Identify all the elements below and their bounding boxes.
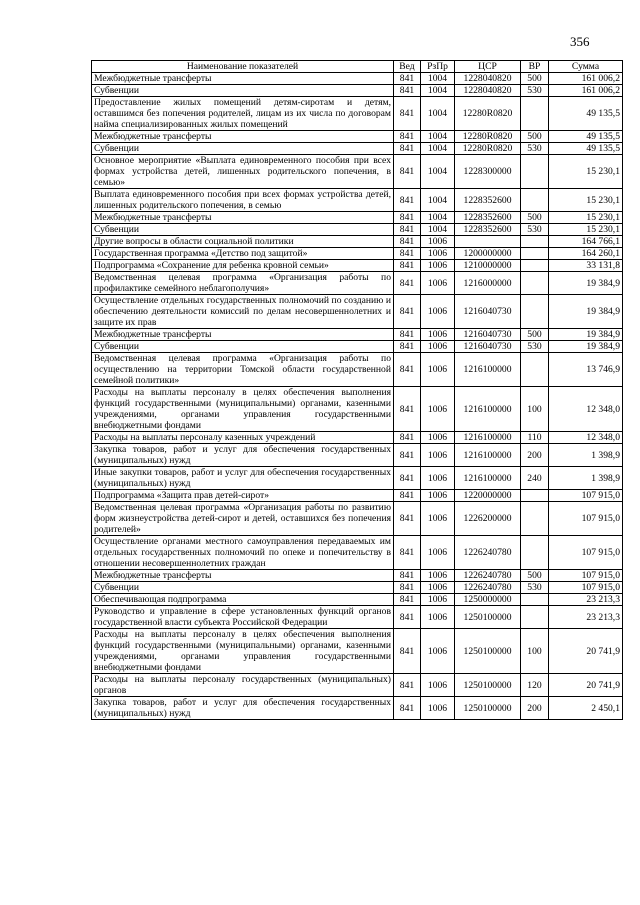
row-csr: 1226240780 <box>455 536 521 570</box>
header-csr: ЦСР <box>455 61 521 73</box>
row-name: Обеспечивающая подпрограмма <box>92 594 394 606</box>
row-ved: 841 <box>394 248 421 260</box>
row-sum: 2 450,1 <box>549 697 623 720</box>
header-name: Наименование показателей <box>92 61 394 73</box>
row-csr <box>455 236 521 248</box>
row-csr: 1216100000 <box>455 387 521 432</box>
row-rzpr: 1006 <box>421 582 455 594</box>
row-name: Субвенции <box>92 85 394 97</box>
row-name: Межбюджетные трансферты <box>92 329 394 341</box>
row-sum: 1 398,9 <box>549 444 623 467</box>
row-ved: 841 <box>394 97 421 131</box>
row-rzpr: 1006 <box>421 674 455 697</box>
row-csr: 1250100000 <box>455 629 521 674</box>
row-name: Ведомственная целевая программа «Организация работы по профилактике семейного неблагополучия» <box>92 272 394 295</box>
row-name: Расходы на выплаты персоналу в целях обеспечения выполнения функций государственными (муниципальными) органами, казенными учреждениями, органами управления государственными внебюджетными фондами <box>92 629 394 674</box>
row-csr: 1210000000 <box>455 260 521 272</box>
row-name: Субвенции <box>92 224 394 236</box>
row-ved: 841 <box>394 629 421 674</box>
row-name: Осуществление отдельных государственных полномочий по созданию и обеспечению деятельности комиссий по делам несовершеннолетних и защите их прав <box>92 295 394 329</box>
row-csr: 1216100000 <box>455 353 521 387</box>
row-csr: 1228300000 <box>455 155 521 189</box>
table-row <box>92 272 623 295</box>
row-name: Подпрограмма «Защита прав детей-сирот» <box>92 490 394 502</box>
row-vr <box>521 236 549 248</box>
table-row <box>92 387 623 432</box>
row-rzpr: 1004 <box>421 73 455 85</box>
row-vr: 200 <box>521 444 549 467</box>
row-ved: 841 <box>394 329 421 341</box>
row-vr: 500 <box>521 212 549 224</box>
row-rzpr: 1006 <box>421 594 455 606</box>
row-rzpr: 1006 <box>421 570 455 582</box>
table-row <box>92 341 623 353</box>
row-csr: 1226240780 <box>455 582 521 594</box>
row-rzpr: 1006 <box>421 536 455 570</box>
row-ved: 841 <box>394 502 421 536</box>
row-sum: 164 260,1 <box>549 248 623 260</box>
row-vr: 200 <box>521 697 549 720</box>
row-vr <box>521 295 549 329</box>
row-vr <box>521 353 549 387</box>
table-row <box>92 444 623 467</box>
row-rzpr: 1004 <box>421 143 455 155</box>
row-rzpr: 1006 <box>421 697 455 720</box>
row-ved: 841 <box>394 212 421 224</box>
row-ved: 841 <box>394 570 421 582</box>
row-csr: 1216100000 <box>455 432 521 444</box>
table-row <box>92 432 623 444</box>
header-ved: Вед <box>394 61 421 73</box>
table-row <box>92 260 623 272</box>
row-sum: 23 213,3 <box>549 594 623 606</box>
row-sum: 1 398,9 <box>549 467 623 490</box>
row-name: Другие вопросы в области социальной политики <box>92 236 394 248</box>
row-csr: 1226200000 <box>455 502 521 536</box>
row-sum: 33 131,8 <box>549 260 623 272</box>
row-vr: 500 <box>521 73 549 85</box>
table-row <box>92 329 623 341</box>
row-name: Расходы на выплаты персоналу казенных учреждений <box>92 432 394 444</box>
row-rzpr: 1006 <box>421 387 455 432</box>
row-name: Субвенции <box>92 582 394 594</box>
row-ved: 841 <box>394 594 421 606</box>
row-rzpr: 1006 <box>421 236 455 248</box>
row-csr: 1250100000 <box>455 674 521 697</box>
row-name: Закупка товаров, работ и услуг для обеспечения государственных (муниципальных) нужд <box>92 444 394 467</box>
row-csr: 1250000000 <box>455 594 521 606</box>
row-name: Государственная программа «Детство под защитой» <box>92 248 394 260</box>
row-vr <box>521 594 549 606</box>
table-row <box>92 73 623 85</box>
row-rzpr: 1004 <box>421 224 455 236</box>
table-row <box>92 594 623 606</box>
row-rzpr: 1006 <box>421 444 455 467</box>
row-sum: 19 384,9 <box>549 272 623 295</box>
table-row <box>92 212 623 224</box>
row-rzpr: 1006 <box>421 295 455 329</box>
table-row <box>92 570 623 582</box>
row-csr: 12280R0820 <box>455 97 521 131</box>
row-sum: 19 384,9 <box>549 341 623 353</box>
row-rzpr: 1006 <box>421 329 455 341</box>
row-name: Межбюджетные трансферты <box>92 131 394 143</box>
row-rzpr: 1006 <box>421 272 455 295</box>
table-row <box>92 536 623 570</box>
row-csr: 1216040730 <box>455 295 521 329</box>
row-rzpr: 1006 <box>421 341 455 353</box>
row-ved: 841 <box>394 353 421 387</box>
row-ved: 841 <box>394 131 421 143</box>
row-ved: 841 <box>394 606 421 629</box>
row-sum: 164 766,1 <box>549 236 623 248</box>
row-vr <box>521 536 549 570</box>
row-sum: 20 741,9 <box>549 629 623 674</box>
row-name: Субвенции <box>92 143 394 155</box>
row-sum: 20 741,9 <box>549 674 623 697</box>
row-sum: 12 348,0 <box>549 432 623 444</box>
table-row <box>92 295 623 329</box>
row-name: Субвенции <box>92 341 394 353</box>
table-row <box>92 490 623 502</box>
row-rzpr: 1006 <box>421 467 455 490</box>
row-sum: 49 135,5 <box>549 143 623 155</box>
row-rzpr: 1004 <box>421 189 455 212</box>
row-sum: 19 384,9 <box>549 329 623 341</box>
row-csr: 1216100000 <box>455 444 521 467</box>
table-row <box>92 189 623 212</box>
row-rzpr: 1006 <box>421 490 455 502</box>
table-row <box>92 697 623 720</box>
row-vr: 500 <box>521 131 549 143</box>
row-rzpr: 1006 <box>421 502 455 536</box>
row-vr <box>521 155 549 189</box>
table-row <box>92 224 623 236</box>
row-vr <box>521 97 549 131</box>
row-vr <box>521 260 549 272</box>
row-sum: 107 915,0 <box>549 536 623 570</box>
row-sum: 15 230,1 <box>549 224 623 236</box>
row-rzpr: 1004 <box>421 97 455 131</box>
row-ved: 841 <box>394 272 421 295</box>
row-vr: 530 <box>521 85 549 97</box>
row-sum: 161 006,2 <box>549 85 623 97</box>
table-body <box>92 73 623 720</box>
row-ved: 841 <box>394 467 421 490</box>
row-vr: 110 <box>521 432 549 444</box>
row-rzpr: 1006 <box>421 353 455 387</box>
row-csr: 12280R0820 <box>455 143 521 155</box>
row-name: Иные закупки товаров, работ и услуг для обеспечения государственных (муниципальных) нужд <box>92 467 394 490</box>
row-rzpr: 1004 <box>421 131 455 143</box>
row-csr: 1216100000 <box>455 467 521 490</box>
row-sum: 12 348,0 <box>549 387 623 432</box>
row-rzpr: 1006 <box>421 432 455 444</box>
row-csr: 1216040730 <box>455 341 521 353</box>
row-ved: 841 <box>394 674 421 697</box>
budget-table <box>91 60 623 720</box>
row-sum: 15 230,1 <box>549 212 623 224</box>
row-ved: 841 <box>394 189 421 212</box>
row-name: Осуществление органами местного самоуправления передаваемых им отдельных государственных полномочий по опеке и попечительству в отношении несовершеннолетних граждан <box>92 536 394 570</box>
row-sum: 161 006,2 <box>549 73 623 85</box>
table-row <box>92 85 623 97</box>
row-ved: 841 <box>394 260 421 272</box>
table-row <box>92 143 623 155</box>
row-rzpr: 1006 <box>421 248 455 260</box>
row-csr: 1200000000 <box>455 248 521 260</box>
row-csr: 1226240780 <box>455 570 521 582</box>
row-vr <box>521 272 549 295</box>
row-vr: 530 <box>521 341 549 353</box>
row-rzpr: 1004 <box>421 85 455 97</box>
row-ved: 841 <box>394 295 421 329</box>
row-ved: 841 <box>394 85 421 97</box>
row-ved: 841 <box>394 490 421 502</box>
row-name: Расходы на выплаты персоналу в целях обеспечения выполнения функций государственными (муниципальными) органами, казенными учреждениями, органами управления государственными внебюджетными фондами <box>92 387 394 432</box>
row-vr: 100 <box>521 629 549 674</box>
row-name: Основное мероприятие «Выплата единовременного пособия при всех формах устройства детей, лишенных родительского попечения, в семью» <box>92 155 394 189</box>
row-csr: 1220000000 <box>455 490 521 502</box>
row-sum: 15 230,1 <box>549 189 623 212</box>
row-name: Межбюджетные трансферты <box>92 570 394 582</box>
row-name: Закупка товаров, работ и услуг для обеспечения государственных (муниципальных) нужд <box>92 697 394 720</box>
row-vr: 100 <box>521 387 549 432</box>
row-vr <box>521 502 549 536</box>
row-ved: 841 <box>394 341 421 353</box>
row-ved: 841 <box>394 536 421 570</box>
row-name: Межбюджетные трансферты <box>92 73 394 85</box>
row-ved: 841 <box>394 432 421 444</box>
header-vr: ВР <box>521 61 549 73</box>
row-vr: 530 <box>521 143 549 155</box>
row-csr: 1228352600 <box>455 189 521 212</box>
row-rzpr: 1004 <box>421 212 455 224</box>
row-vr: 500 <box>521 329 549 341</box>
row-ved: 841 <box>394 73 421 85</box>
row-vr <box>521 606 549 629</box>
row-vr: 530 <box>521 582 549 594</box>
row-ved: 841 <box>394 582 421 594</box>
row-sum: 23 213,3 <box>549 606 623 629</box>
row-vr <box>521 189 549 212</box>
table-row <box>92 236 623 248</box>
table-row <box>92 674 623 697</box>
row-sum: 49 135,5 <box>549 131 623 143</box>
table-row <box>92 131 623 143</box>
table-row <box>92 582 623 594</box>
table-header-row <box>92 61 623 73</box>
row-ved: 841 <box>394 224 421 236</box>
row-csr: 1228352600 <box>455 212 521 224</box>
row-name: Межбюджетные трансферты <box>92 212 394 224</box>
row-rzpr: 1006 <box>421 606 455 629</box>
row-csr: 1250100000 <box>455 606 521 629</box>
table-row <box>92 629 623 674</box>
row-csr: 1228352600 <box>455 224 521 236</box>
table-row <box>92 606 623 629</box>
row-sum: 107 915,0 <box>549 490 623 502</box>
row-ved: 841 <box>394 697 421 720</box>
row-vr: 500 <box>521 570 549 582</box>
table-row <box>92 353 623 387</box>
row-name: Предоставление жилых помещений детям-сиротам и детям, оставшимся без попечения родителей, лицам из их числа по договорам найма специализированных жилых помещений <box>92 97 394 131</box>
header-sum: Сумма <box>549 61 623 73</box>
row-sum: 13 746,9 <box>549 353 623 387</box>
row-name: Руководство и управление в сфере установленных функций органов государственной власти субъекта Российской Федерации <box>92 606 394 629</box>
row-csr: 12280R0820 <box>455 131 521 143</box>
row-sum: 49 135,5 <box>549 97 623 131</box>
row-vr: 240 <box>521 467 549 490</box>
page-number: 356 <box>570 34 590 49</box>
row-csr: 1216040730 <box>455 329 521 341</box>
table-row <box>92 502 623 536</box>
row-vr <box>521 490 549 502</box>
row-vr: 120 <box>521 674 549 697</box>
row-csr: 1250100000 <box>455 697 521 720</box>
row-rzpr: 1004 <box>421 155 455 189</box>
row-rzpr: 1006 <box>421 260 455 272</box>
row-sum: 107 915,0 <box>549 502 623 536</box>
table-row <box>92 248 623 260</box>
row-csr: 1216000000 <box>455 272 521 295</box>
header-rzpr: РзПр <box>421 61 455 73</box>
row-sum: 107 915,0 <box>549 582 623 594</box>
row-ved: 841 <box>394 236 421 248</box>
table-row <box>92 155 623 189</box>
row-vr: 530 <box>521 224 549 236</box>
row-sum: 19 384,9 <box>549 295 623 329</box>
row-name: Выплата единовременного пособия при всех формах устройства детей, лишенных родительского попечения, в семью <box>92 189 394 212</box>
row-name: Подпрограмма «Сохранение для ребенка кровной семьи» <box>92 260 394 272</box>
row-sum: 15 230,1 <box>549 155 623 189</box>
row-name: Ведомственная целевая программа «Организация работы по развитию форм жизнеустройства детей-сирот и детей, оставшихся без попечения родителей» <box>92 502 394 536</box>
row-ved: 841 <box>394 143 421 155</box>
row-name: Расходы на выплаты персоналу государственных (муниципальных) органов <box>92 674 394 697</box>
row-vr <box>521 248 549 260</box>
row-ved: 841 <box>394 444 421 467</box>
table-row <box>92 467 623 490</box>
row-sum: 107 915,0 <box>549 570 623 582</box>
row-name: Ведомственная целевая программа «Организация работы по осуществлению на территории Томской области государственной семейной политики» <box>92 353 394 387</box>
row-csr: 1228040820 <box>455 85 521 97</box>
table-row <box>92 97 623 131</box>
row-csr: 1228040820 <box>455 73 521 85</box>
row-rzpr: 1006 <box>421 629 455 674</box>
row-ved: 841 <box>394 155 421 189</box>
row-ved: 841 <box>394 387 421 432</box>
